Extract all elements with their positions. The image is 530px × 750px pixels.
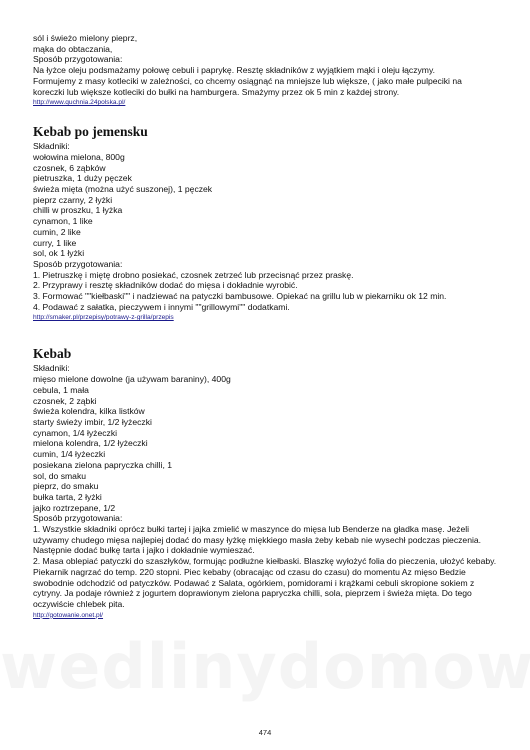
step-line: 1. Pietruszkę i miętę drobno posiekać, czosnek zetrzeć lub przecisnąć przez praskę. (33, 269, 354, 280)
recipe-title: Kebab po jemensku (33, 124, 148, 140)
ingredient-line: cumin, 1/4 łyżeczki (33, 449, 106, 460)
text-line: koreczki lub większe kotleciki do bułki na hamburgera. Smażymy przez ok 5 min z każdej strony. (33, 86, 400, 97)
text-line: Składniki: (33, 141, 70, 152)
recipe-kebab (33, 346, 503, 619)
page-number: 474 (258, 728, 272, 737)
text-line: Formujemy z masy kotleciki w zależności, co chcemy osiągnąć na mniejsze lub większe, ( jako małe pulpeciki na (33, 75, 462, 86)
text-line: Na łyżce oleju podsmażamy połowę cebuli i paprykę. Resztę składników z wyjątkiem mąki i oleju łączymy. (33, 65, 435, 76)
source-link[interactable]: http://gotowanie.onet.pl/ (33, 611, 104, 619)
recipe-kebab-po-jemensku (33, 124, 503, 322)
source-link[interactable]: http://smaker.pl/przepisy/potrawy-z-grilla/przepis (33, 314, 174, 322)
ingredient-line: curry, 1 like (33, 237, 77, 248)
ingredient-line: pieprz czarny, 2 łyżki (33, 194, 113, 205)
ingredient-line: sol, do smaku (33, 470, 87, 481)
ingredient-line: bułka tarta, 2 łyżki (33, 491, 102, 502)
page-content (33, 33, 503, 620)
ingredient-line: wołowina mielona, 800g (33, 151, 125, 162)
source-link[interactable]: http://www.quchnia.24polska.pl/ (33, 99, 126, 107)
ingredient-line: posiekana zielona papryczka chilli, 1 (33, 459, 173, 470)
text-line: Sposób przygotowania: (33, 258, 123, 269)
text-line: sól i świeżo mielony pieprz, (33, 33, 138, 43)
ingredient-line: sol, ok 1 łyżki (33, 248, 85, 259)
ingredient-line: cynamon, 1/4 łyżeczki (33, 427, 118, 438)
ingredient-line: czosnek, 2 ząbki (33, 395, 97, 406)
ingredient-line: starty świeży imbir, 1/2 łyżeczki (33, 416, 152, 427)
step-line: 2. Przyprawy i resztę składników dodać do mięsa i dokładnie wyrobić. (33, 280, 298, 291)
ingredient-line: cumin, 2 like (33, 226, 81, 237)
step-paragraph: 2. Masa oblepiać patyczki do szaszłyków, formując podłużne kiełbaski. Blaszkę wyłożyć folia do pieczenia, ułożyć kebaby. Piekarnik nagrzać do temp. 220 stopni. Piec kebaby (obracając od czasu do czasu) do momentu Az mięso Bedzie swobodnie odchodzić od patyczków. Podawać z Salata, ogórkiem, pomidorami i krążkami cebuli skropione sokiem z cytryny. Ja podaje również z jogurtem doprawionym zielona papryczka chilli, sola, pieprzem i świeża mięta. Do tego oczywiście chlebek pita. (33, 556, 497, 609)
ingredient-line: chilli w proszku, 1 łyżka (33, 205, 123, 216)
step-line: 3. Formować ""kiełbaski"" i nadziewać na patyczki bambusowe. Opiekać na grillu lub w piekarniku ok 12 min. (33, 291, 447, 302)
ingredient-line: czosnek, 6 ząbków (33, 162, 106, 173)
recipe-continuation (33, 33, 503, 107)
ingredient-line: świeża mięta (można użyć suszonej), 1 pęczek (33, 184, 213, 195)
ingredient-line: mięso mielone dowolne (ja używam baraniny), 400g (33, 374, 231, 385)
step-paragraph: 1. Wszystkie składniki oprócz bułki tartej i jajka zmielić w maszynce do mięsa lub Benderze na gładka masę. Jeżeli używamy chudego mięsa najlepiej dodać do masy łyżkę miękkiego masła żeby kebab nie wysechł podczas pieczenia. Następnie dodać bułkę tarta i jajko i dokładnie wymieszać. (33, 524, 482, 556)
ingredient-line: cebula, 1 mała (33, 384, 89, 395)
step-line: 4. Podawać z sałatka, pieczywem i innymi ""grillowymi"" dodatkami. (33, 301, 290, 312)
recipe-title: Kebab (33, 346, 72, 362)
ingredient-line: świeża kolendra, kilka listków (33, 406, 145, 417)
ingredient-line: jajko roztrzepane, 1/2 (33, 502, 116, 513)
watermark (0, 630, 530, 703)
ingredient-line: pieprz, do smaku (33, 481, 99, 492)
text-line: Sposób przygotowania: (33, 54, 123, 65)
ingredient-line: cynamon, 1 like (33, 216, 93, 227)
text-line: mąka do obtaczania, (33, 43, 113, 54)
ingredient-line: pietruszka, 1 duży pęczek (33, 173, 132, 184)
text-line: Sposób przygotowania: (33, 513, 123, 524)
ingredient-line: mielona kolendra, 1/2 łyżeczki (33, 438, 148, 449)
text-line: Składniki: (33, 363, 70, 374)
